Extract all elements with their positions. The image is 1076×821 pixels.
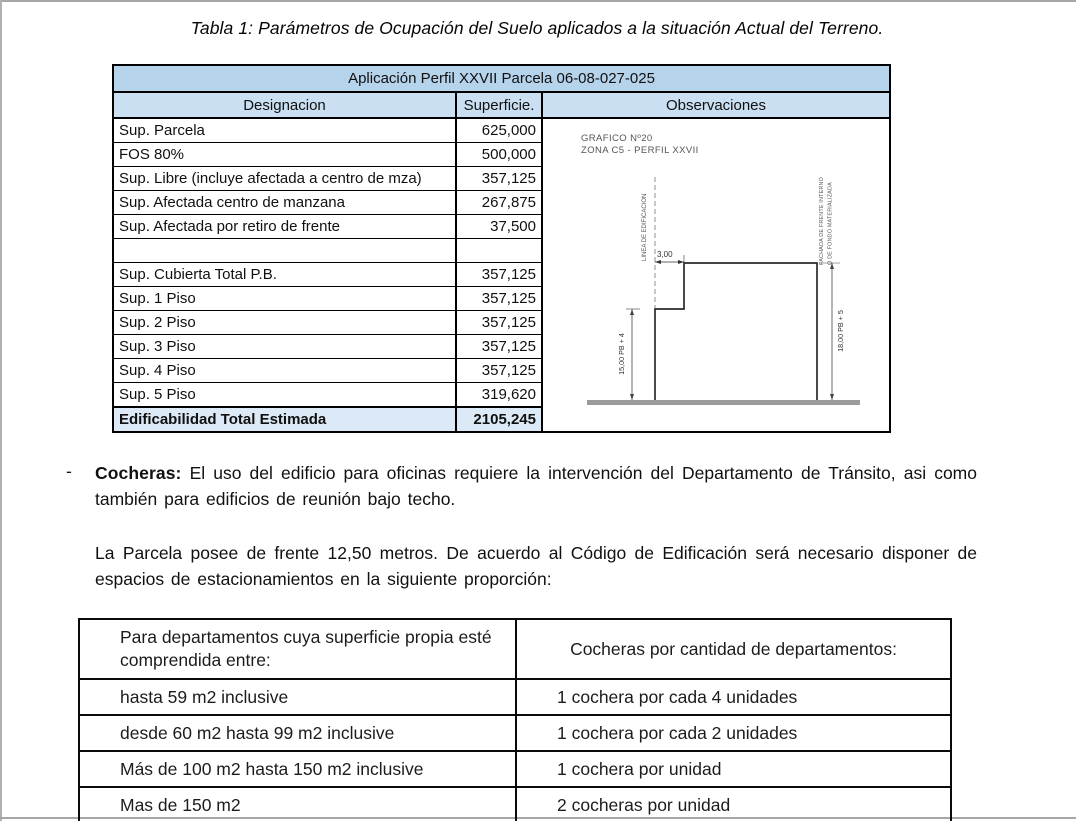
- arrow-down-icon: [830, 394, 834, 400]
- row-value: 357,125: [456, 311, 542, 335]
- row-label: [113, 239, 456, 263]
- facade-label-line2: O DE FONDO MATERIALIZADA: [827, 182, 834, 265]
- row-label: Sup. 4 Piso: [113, 359, 456, 383]
- row-value: 500,000: [456, 143, 542, 167]
- facade-label-line1: FACHADA DE FRENTE INTERNO: [819, 177, 825, 265]
- land-occupation-table: [112, 64, 891, 433]
- row-value: 319,620: [456, 383, 542, 408]
- row-value: [456, 239, 542, 263]
- row-value: 267,875: [456, 191, 542, 215]
- row-value: 37,500: [456, 215, 542, 239]
- page-edge-left: [0, 0, 2, 821]
- left-dimension-label: 15,00 PB + 4: [617, 333, 626, 375]
- surface-range-cell: Mas de 150 m2: [79, 787, 516, 821]
- arrow-up-icon: [630, 309, 634, 315]
- row-value: 357,125: [456, 359, 542, 383]
- row-value: 357,125: [456, 263, 542, 287]
- table-header-row: [79, 619, 951, 679]
- page-title: Tabla 1: Parámetros de Ocupación del Suelo aplicados a la situación Actual del Terreno.: [190, 18, 884, 38]
- list-bullet: -: [66, 461, 72, 481]
- observations-cell: [542, 118, 890, 432]
- surface-range-cell: Más de 100 m2 hasta 150 m2 inclusive: [79, 751, 516, 787]
- row-value: 625,000: [456, 118, 542, 143]
- total-label: Edificabilidad Total Estimada: [113, 407, 456, 432]
- parking-ratio-table: [78, 618, 952, 821]
- building-line-label: LINEA DE EDIFICACION: [642, 193, 648, 261]
- surface-range-cell: hasta 59 m2 inclusive: [79, 679, 516, 715]
- row-label: Sup. Libre (incluye afectada a centro de mza): [113, 167, 456, 191]
- table-row: [79, 787, 951, 821]
- parking-ratio-cell: 1 cochera por cada 4 unidades: [516, 679, 951, 715]
- row-value: 357,125: [456, 287, 542, 311]
- row-label: FOS 80%: [113, 143, 456, 167]
- row-label: Sup. Parcela: [113, 118, 456, 143]
- row-label: Sup. 5 Piso: [113, 383, 456, 408]
- total-value: 2105,245: [456, 407, 542, 432]
- paragraph-cocheras: [95, 461, 977, 512]
- paragraph-parcela: La Parcela posee de frente 12,50 metros. De acuerdo al Código de Edificación será necesario disponer de espacios de estacionamientos en la siguiente proporción:: [95, 543, 977, 589]
- table-caption-row: [113, 65, 890, 92]
- paragraph-lead-label: Cocheras:: [95, 463, 182, 483]
- building-profile-diagram: [543, 119, 889, 428]
- column-header-designacion: Designacion: [113, 92, 456, 118]
- table-caption: Aplicación Perfil XXVII Parcela 06-08-027-025: [113, 65, 890, 92]
- column-header-parking-ratio: Cocheras por cantidad de departamentos:: [516, 619, 951, 679]
- arrow-down-icon: [630, 394, 634, 400]
- diagram-title-line2: ZONA C5 - PERFIL XXVII: [581, 145, 699, 156]
- row-value: 357,125: [456, 335, 542, 359]
- arrow-right-icon: [678, 260, 684, 264]
- arrow-left-icon: [655, 260, 661, 264]
- row-label: Sup. 3 Piso: [113, 335, 456, 359]
- right-dimension-label: 18,00 PB + 5: [836, 310, 845, 352]
- table-row: [79, 751, 951, 787]
- row-label: Sup. Afectada centro de manzana: [113, 191, 456, 215]
- parking-ratio-cell: 1 cochera por unidad: [516, 751, 951, 787]
- row-label: Sup. Cubierta Total P.B.: [113, 263, 456, 287]
- row-label: Sup. 1 Piso: [113, 287, 456, 311]
- ground-line: [587, 400, 860, 405]
- table-row: [113, 118, 890, 143]
- page-edge-top: [0, 0, 1076, 2]
- row-label: Sup. 2 Piso: [113, 311, 456, 335]
- setback-dimension-label: 3,00: [657, 250, 673, 259]
- column-header-observaciones: Observaciones: [542, 92, 890, 118]
- surface-range-cell: desde 60 m2 hasta 99 m2 inclusive: [79, 715, 516, 751]
- row-value: 357,125: [456, 167, 542, 191]
- building-outline: [655, 263, 817, 401]
- column-header-surface-range: Para departamentos cuya superficie propia esté comprendida entre:: [79, 619, 516, 679]
- column-header-superficie: Superficie.: [456, 92, 542, 118]
- table-header-row: [113, 92, 890, 118]
- row-label: Sup. Afectada por retiro de frente: [113, 215, 456, 239]
- paragraph-text: El uso del edificio para oficinas requiere la intervención del Departamento de Tránsito, asi como también para edificios de reunión bajo techo.: [95, 463, 977, 509]
- table-row: [79, 715, 951, 751]
- parking-ratio-cell: 2 cocheras por unidad: [516, 787, 951, 821]
- table-row: [79, 679, 951, 715]
- parking-ratio-cell: 1 cochera por cada 2 unidades: [516, 715, 951, 751]
- diagram-title-line1: GRAFICO Nº20: [581, 133, 653, 144]
